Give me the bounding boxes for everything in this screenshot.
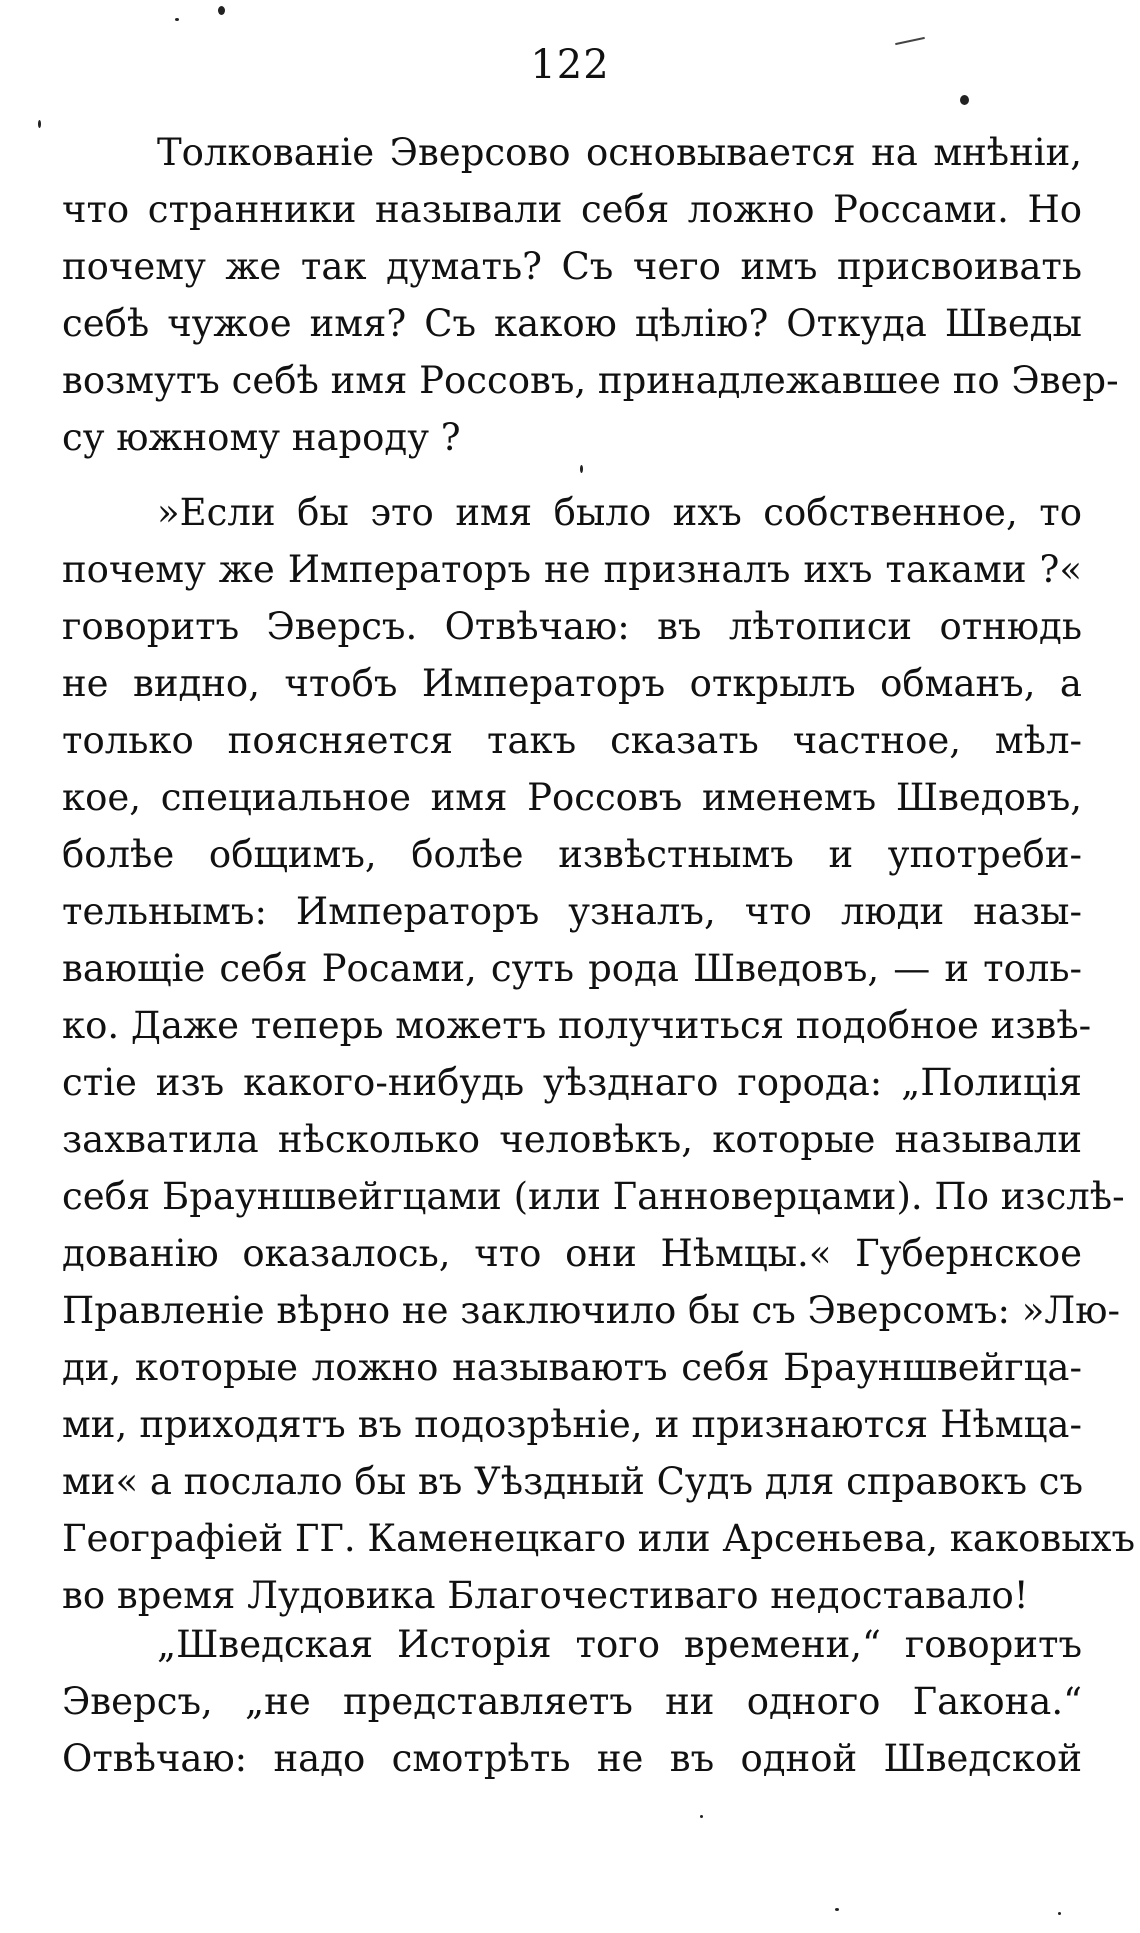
text-line: тельнымъ: Императоръ узналъ, что люди назы-	[62, 890, 1082, 933]
text-line: вающіе себя Росами, суть рода Шведовъ, — и толь-	[62, 947, 1082, 990]
text-line: во время Лудовика Благочестиваго недоставало!	[62, 1574, 1029, 1617]
text-line: почему же Императоръ не призналъ ихъ таками ?«	[62, 548, 1082, 591]
text-line: не видно, чтобъ Императоръ открылъ обманъ, а	[62, 662, 1082, 705]
scan-speck	[175, 18, 179, 21]
text-line: Отвѣчаю: надо смотрѣть не въ одной Шведской	[62, 1737, 1082, 1780]
text-line: себя Брауншвейгцами (или Ганноверцами). По изслѣ-	[62, 1175, 1125, 1218]
text-line: болѣе общимъ, болѣе извѣстнымъ и употреби-	[62, 833, 1082, 876]
text-line: ми« а послало бы въ Уѣздный Судъ для справокъ съ	[62, 1460, 1084, 1503]
text-line: захватила нѣсколько человѣкъ, которые называли	[62, 1118, 1082, 1161]
text-line: только поясняется такъ сказать частное, мѣл-	[62, 719, 1082, 762]
text-line: „Шведская Исторія того времени,“ говоритъ	[157, 1623, 1082, 1666]
scan-speck	[835, 1908, 839, 1911]
text-line: су южному народу ?	[62, 416, 461, 459]
page-number: 122	[530, 42, 610, 88]
paragraph-1	[62, 124, 1119, 466]
text-line: Правленіе вѣрно не заключило бы съ Эверсомъ: »Лю-	[62, 1289, 1120, 1332]
text-line: ко. Даже теперь можетъ получиться подобное извѣ-	[62, 1004, 1092, 1047]
text-line: Эверсъ, „не представляетъ ни одного Гакона.“	[62, 1680, 1082, 1723]
scan-speck	[960, 95, 969, 105]
scan-speck	[580, 465, 583, 473]
text-line: стіе изъ какого-нибудь уѣзднаго города: „Полиція	[62, 1061, 1082, 1104]
text-line: ми, приходятъ въ подозрѣніе, и признаются Нѣмца-	[62, 1403, 1082, 1446]
scan-speck	[38, 120, 41, 128]
text-line: почему же так думать? Съ чего имъ присвоивать	[62, 245, 1082, 288]
text-line: Толкованіе Эверсово основывается на мнѣніи,	[157, 131, 1082, 174]
text-line: кое, специальное имя Россовъ именемъ Шведовъ,	[62, 776, 1082, 819]
scan-speck	[218, 6, 225, 15]
paragraph-3	[62, 1616, 1082, 1787]
paragraph-2	[62, 484, 1136, 1624]
text-line: себѣ чужое имя? Съ какою цѣлію? Откуда Шведы	[62, 302, 1082, 345]
text-line: говоритъ Эверсъ. Отвѣчаю: въ лѣтописи отнюдь	[62, 605, 1082, 648]
text-line: ди, которые ложно называютъ себя Брауншвейгца-	[62, 1346, 1082, 1389]
text-line: дованію оказалось, что они Нѣмцы.« Губернское	[62, 1232, 1082, 1275]
scan-speck	[700, 1815, 703, 1818]
text-line: Географіей ГГ. Каменецкаго или Арсеньева, каковыхъ	[62, 1517, 1136, 1560]
text-line: »Если бы это имя было ихъ собственное, то	[157, 491, 1082, 534]
text-line: что странники называли себя ложно Россами. Но	[62, 188, 1082, 231]
scan-speck	[1058, 1912, 1061, 1915]
text-line: возмутъ себѣ имя Россовъ, принадлежавшее по Эвер-	[62, 359, 1119, 402]
